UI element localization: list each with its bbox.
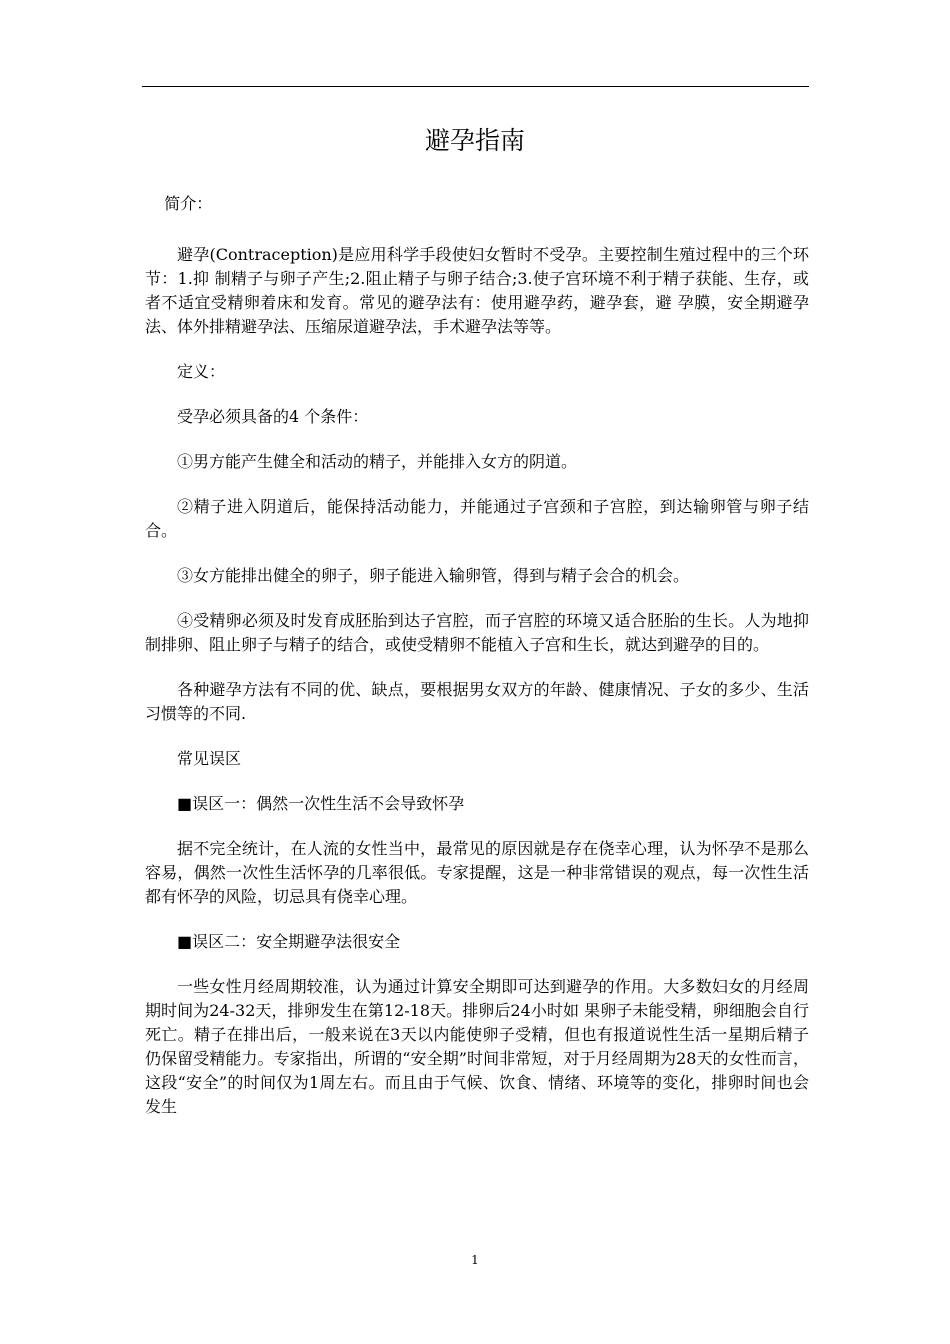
- condition-1: ①男方能产生健全和活动的精子，并能排入女方的阴道。: [177, 452, 578, 471]
- header-rule: [142, 86, 809, 87]
- definition-heading: 定义：: [177, 362, 226, 381]
- document-title: 避孕指南: [424, 126, 525, 155]
- misconception-1-heading: ■误区一：偶然一次性生活不会导致怀孕: [177, 794, 465, 813]
- intro-heading: 简介：: [164, 194, 213, 213]
- misconceptions-heading: 常见误区: [177, 749, 242, 768]
- condition-4: ④受精卵必须及时发育成胚胎到达子宫腔，而子宫腔的环境又适合胚胎的生长。人为地抑制排卵、阻止卵子与精子的结合，或使受精卵不能植入子宫和生长，就达到避孕的目的。: [145, 611, 809, 654]
- page-number: 1: [471, 1253, 479, 1267]
- misconception-1-text: 据不完全统计，在人流的女性当中，最常见的原因就是存在侥幸心理，认为怀孕不是那么容易，偶然一次性生活怀孕的几率很低。专家提醒，这是一种非常错误的观点，每一次性生活都有怀孕的风险，切忌具有侥幸心理。: [145, 839, 809, 906]
- conditions-heading: 受孕必须具备的4 个条件：: [177, 407, 369, 426]
- misconception-2-text: 一些女性月经周期较准，认为通过计算安全期即可达到避孕的作用。大多数妇女的月经周期时间为24-32天，排卵发生在第12-18天。排卵后24小时如 果卵子未能受精，卵细胞会自行死亡。精子在排出后，一般来说在3天以内能使卵子受精，但也有报道说性生活一星期后精子仍保留受精能力。专家指出，所谓的“安全期”时间非常短，对于月经周期为28天的女性而言，这段“安全”的时间仅为1周左右。而且由于气候、饮食、情绪、环境等的变化，排卵时间也会发生: [145, 977, 809, 1116]
- condition-2: ②精子进入阴道后，能保持活动能力，并能通过子宫颈和子宫腔，到达输卵管与卵子结合。: [145, 497, 809, 540]
- intro-paragraph: 避孕(Contraception)是应用科学手段使妇女暂时不受孕。主要控制生殖过程中的三个环节：1.抑 制精子与卵子产生;2.阻止精子与卵子结合;3.使子宫环境不利于精子获能、生存，或者不适宜受精卵着床和发育。常见的避孕法有：使用避孕药，避孕套，避 孕膜，安全期避孕法、体外排精避孕法、压缩尿道避孕法，手术避孕法等等。: [145, 245, 809, 336]
- document-body: [145, 192, 809, 1119]
- methods-note: 各种避孕方法有不同的优、缺点，要根据男女双方的年龄、健康情况、子女的多少、生活习惯等的不同.: [145, 680, 809, 723]
- condition-3: ③女方能排出健全的卵子，卵子能进入输卵管，得到与精子会合的机会。: [177, 566, 690, 585]
- misconception-2-heading: ■误区二：安全期避孕法很安全: [177, 932, 401, 951]
